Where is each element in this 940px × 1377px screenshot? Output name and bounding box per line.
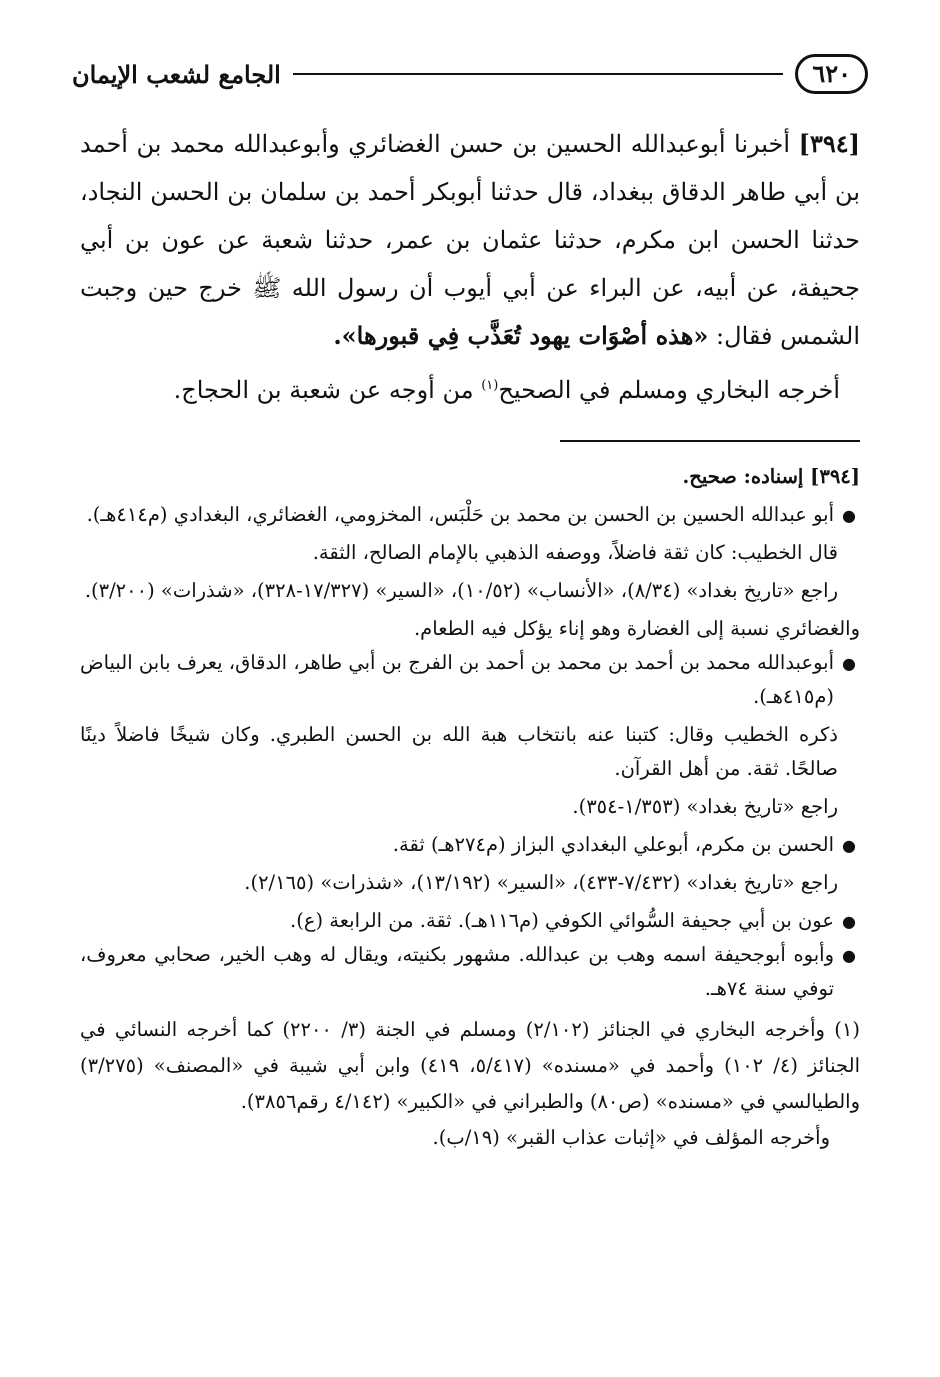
nisba-note: والغضائري نسبة إلى الغضارة وهو إناء يؤكل فيه الطعام. <box>413 617 860 640</box>
footnote-text: (١) وأخرجه البخاري في الجنائز (٢/١٠٢) ومسلم في الجنة (٣/ ٢٢٠٠) كما أخرجه النسائي في الجنائز (٤/ ١٠٢) وأحمد في «مسنده» (٥/٤١٧، ٤١٩) وابن أبي شيبة في «المصنف» (٣/٢٧٥) والطيالسي في «مسنده» (ص٨٠) والطبراني في «الكبير» (٤/١٤٢ رقم٣٨٥٦). <box>80 1018 860 1113</box>
narrator-text: وأبوه أبوجحيفة اسمه وهب بن عبدالله. مشهور بكنيته، ويقال له وهب الخير، صحابي معروف، توفي سنة ٧٤هـ. <box>80 943 834 1000</box>
hadith-text-block <box>80 120 860 414</box>
narrator-text: عون بن أبي جحيفة السُّوائي الكوفي (م١١٦هـ). ثقة. من الرابعة (ع). <box>290 909 834 932</box>
narrator-references: راجع «تاريخ بغداد» (١/٣٥٣-٣٥٤). <box>572 795 838 818</box>
takhrij-text-end: من أوجه عن شعبة بن الحجاج. <box>173 376 474 404</box>
isnad-verdict: [٣٩٤] إسناده: صحيح. <box>682 465 860 488</box>
takhrij-line <box>80 366 860 414</box>
footnote-marker[interactable]: (١) <box>481 378 499 393</box>
book-title: الجامع لشعب الإيمان <box>72 59 281 89</box>
hadith-paragraph <box>80 120 860 360</box>
narrator-text: أبوعبدالله محمد بن أحمد بن محمد بن أحمد بن الفرج بن أبي طاهر، الدقاق، يعرف بابن البياض (م٤١٥هـ). <box>80 651 834 708</box>
narrator-references: راجع «تاريخ بغداد» (٨/٣٤)، «الأنساب» (١٠/٥٢)، «السير» (١٧/٣٢٧-٣٢٨)، «شذرات» (٣/٢٠٠). <box>84 579 838 602</box>
bullet-icon: ● <box>842 912 856 931</box>
narrator-text: أبو عبدالله الحسين بن الحسن بن محمد بن حَلْبَس، المخزومي، الغضائري، البغدادي (م٤١٤هـ). <box>86 503 834 526</box>
narrator-assessment: قال الخطيب: كان ثقة فاضلاً، ووصفه الذهبي بالإمام الصالح، الثقة. <box>312 541 838 564</box>
commentary-notes <box>80 460 860 1156</box>
narrator-assessment: ذكره الخطيب وقال: كتبنا عنه بانتخاب هبة الله بن الحسن الطبري. وكان شيخًا فاضلاً دينًا صالحًا. ثقة. من أهل القرآن. <box>80 723 838 780</box>
narrator-text: الحسن بن مكرم، أبوعلي البغدادي البزاز (م٢٧٤هـ) ثقة. <box>392 833 834 856</box>
hadith-number: [٣٩٤] <box>798 129 861 158</box>
bullet-icon: ● <box>842 946 856 965</box>
narrator-references: راجع «تاريخ بغداد» (٧/٤٣٢-٤٣٣)، «السير» (١٣/١٩٢)، «شذرات» (٢/١٦٥). <box>244 871 838 894</box>
header-rule <box>293 73 783 75</box>
bullet-icon: ● <box>842 654 856 673</box>
page-header <box>72 50 868 98</box>
narrator-entry <box>80 646 860 714</box>
hadith-isnad: أخبرنا أبوعبدالله الحسين بن حسن الغضائري وأبوعبدالله محمد بن أحمد بن أبي طاهر الدقاق ببغداد، قال حدثنا أبوبكر أحمد بن سلمان بن الحسن النجاد، حدثنا الحسن ابن مكرم، حدثنا عثمان بن عمر، حدثنا شعبة عن عون بن أبي جحيفة، عن أبيه، عن البراء عن أبي أيوب أن رسول الله ﷺ خرج حين وجبت الشمس فقال: <box>80 130 861 350</box>
footnote <box>80 1012 860 1156</box>
footnote-text-author: وأخرجه المؤلف في «إثبات عذاب القبر» (١٩/ب). <box>432 1126 830 1149</box>
narrator-entry <box>80 498 860 532</box>
bullet-icon: ● <box>842 836 856 855</box>
narrator-entry <box>80 828 860 862</box>
bullet-icon: ● <box>842 506 856 525</box>
hadith-matn: «هذه أصْوَات يهود تُعَذَّب فِي قبورها». <box>333 321 709 350</box>
page-number: ٦٢٠ <box>795 54 868 94</box>
footnote-divider <box>560 440 860 442</box>
narrator-entry <box>80 904 860 938</box>
narrator-entry <box>80 938 860 1006</box>
takhrij-text: أخرجه البخاري ومسلم في الصحيح <box>498 376 840 404</box>
